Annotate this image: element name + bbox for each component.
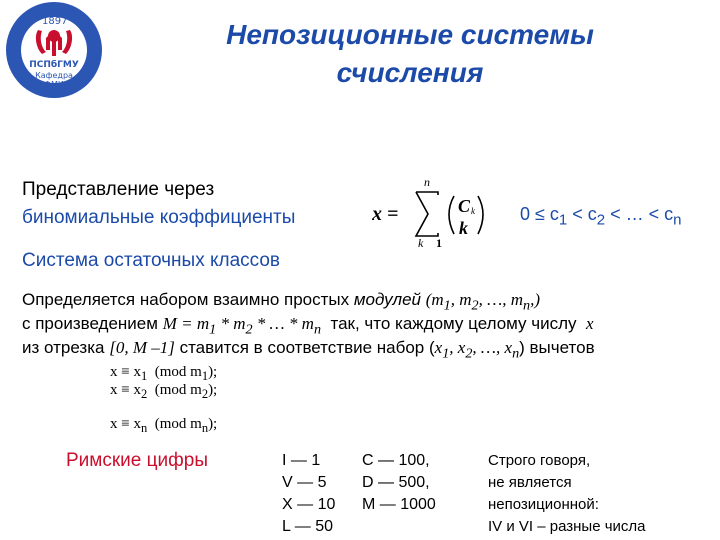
p2-tail: так, что каждому целому числу xyxy=(321,314,586,333)
p1-sub2: 2 xyxy=(471,297,479,314)
p1-set4: ,) xyxy=(530,290,541,309)
p1-sub1: 1 xyxy=(443,297,451,314)
p3-subn: n xyxy=(512,345,520,362)
congruence-2 xyxy=(110,382,217,402)
p3-c2: , …, x xyxy=(472,338,513,357)
p2-text: с произведением xyxy=(22,314,163,333)
ineq-subn: n xyxy=(673,211,682,229)
cong1-msub: 1 xyxy=(201,369,209,383)
cong2-msub: 2 xyxy=(201,387,209,401)
cong1-sub: 1 xyxy=(140,369,148,383)
p3-end: ) вычетов xyxy=(519,338,595,357)
left-paren xyxy=(449,196,454,234)
p2-m3: * … * m xyxy=(252,314,314,333)
cong3-msub: n xyxy=(201,421,209,435)
roman-item: D — 500, xyxy=(362,474,430,491)
p1-text: Определяется набором взаимно простых xyxy=(22,290,354,309)
roman-column-2 xyxy=(362,450,436,516)
binom-bottom: k xyxy=(459,218,468,238)
logo-year: 1897 xyxy=(42,16,68,27)
p1-set: (m xyxy=(425,290,444,309)
roman-item: V — 5 xyxy=(282,474,327,491)
cong1-mid: (mod m xyxy=(147,364,202,380)
p1-subn: n xyxy=(523,297,531,314)
p2-sub2: 2 xyxy=(245,321,253,338)
sum-upper: n xyxy=(424,176,430,189)
congruence-1 xyxy=(110,364,217,384)
cong2-sub: 2 xyxy=(140,387,148,401)
roman-note xyxy=(488,450,646,538)
representation-text xyxy=(22,176,295,232)
title-line2: счисления xyxy=(336,57,484,88)
binom-top-sub: k xyxy=(471,206,475,216)
cong3-lhs: x ≡ x xyxy=(110,416,141,432)
logo-department-line1: Кафедра xyxy=(35,71,73,80)
binomial-formula xyxy=(372,176,492,248)
sum-lower: k xyxy=(418,236,424,248)
cong2-mid: (mod m xyxy=(147,382,202,398)
p3-x: x xyxy=(434,338,443,357)
ineq-mid2: < … < c xyxy=(605,204,674,224)
p1-set3: , …, m xyxy=(478,290,524,309)
representation-line1: Представление через xyxy=(22,179,215,200)
roman-item: I — 1 xyxy=(282,452,321,469)
note-line: IV и VI – разные числа xyxy=(488,518,646,535)
p3-sub2: 2 xyxy=(465,345,473,362)
formula-lhs: x = xyxy=(372,203,399,225)
logo-department-line2: ФМИ xyxy=(44,80,64,89)
cong3-sub: n xyxy=(140,421,148,435)
roman-item: C — 100, xyxy=(362,452,430,469)
p1-moduli: модулей xyxy=(353,290,421,309)
note-line: непозиционной: xyxy=(488,496,599,513)
roman-item: L — 50 xyxy=(282,518,333,535)
ineq-mid1: < c xyxy=(567,204,597,224)
roman-item: M — 1000 xyxy=(362,496,436,513)
cong3-end: ); xyxy=(208,416,218,432)
p3-range: [0, M –1] xyxy=(109,338,175,357)
ineq-sub1: 1 xyxy=(558,211,568,229)
p2-m1: m xyxy=(196,314,210,333)
p2-subn: n xyxy=(313,321,322,338)
logo-university: ПСПбГМУ xyxy=(29,60,79,70)
p2-M: M = xyxy=(162,314,197,333)
title-line1: Непозиционные системы xyxy=(226,19,594,50)
congruence-n xyxy=(110,416,217,436)
cong2-end: ); xyxy=(208,382,218,398)
p2-m2: * m xyxy=(216,314,246,333)
representation-line2: биномиальные коэффициенты xyxy=(22,207,296,228)
university-logo xyxy=(6,2,106,102)
cong2-lhs: x ≡ x xyxy=(110,382,141,398)
p2-sub1: 1 xyxy=(209,321,217,338)
residue-paragraph-line2 xyxy=(22,314,594,338)
p2-x: x xyxy=(585,314,594,333)
sum-sign xyxy=(416,192,438,236)
cong1-end: ); xyxy=(208,364,218,380)
cong3-mid: (mod m xyxy=(147,416,202,432)
ineq-sub2: 2 xyxy=(596,211,606,229)
slide-title xyxy=(170,16,650,92)
emblem-icon xyxy=(32,26,76,58)
ineq-start: 0 ≤ c xyxy=(520,204,559,224)
binom-top: C xyxy=(458,196,471,216)
residue-heading: Система остаточных классов xyxy=(22,250,281,271)
note-line: не является xyxy=(488,474,572,491)
p1-set2: , m xyxy=(450,290,472,309)
roman-heading: Римские цифры xyxy=(66,450,208,471)
coefficient-inequality xyxy=(520,204,681,229)
residue-paragraph-line1 xyxy=(22,290,540,314)
p3-sub1: 1 xyxy=(442,345,450,362)
roman-item: X — 10 xyxy=(282,496,336,513)
logo-department xyxy=(26,71,82,89)
p3-mid: ставится в соответствие набор ( xyxy=(174,338,435,357)
right-paren xyxy=(478,196,483,234)
p3-c: , x xyxy=(449,338,466,357)
cong1-lhs: x ≡ x xyxy=(110,364,141,380)
roman-column-1 xyxy=(282,450,335,538)
sum-lower-right: 1 xyxy=(436,236,442,248)
p3-text: из отрезка xyxy=(22,338,110,357)
residue-paragraph-line3 xyxy=(22,338,595,362)
note-line: Строго говоря, xyxy=(488,452,591,469)
